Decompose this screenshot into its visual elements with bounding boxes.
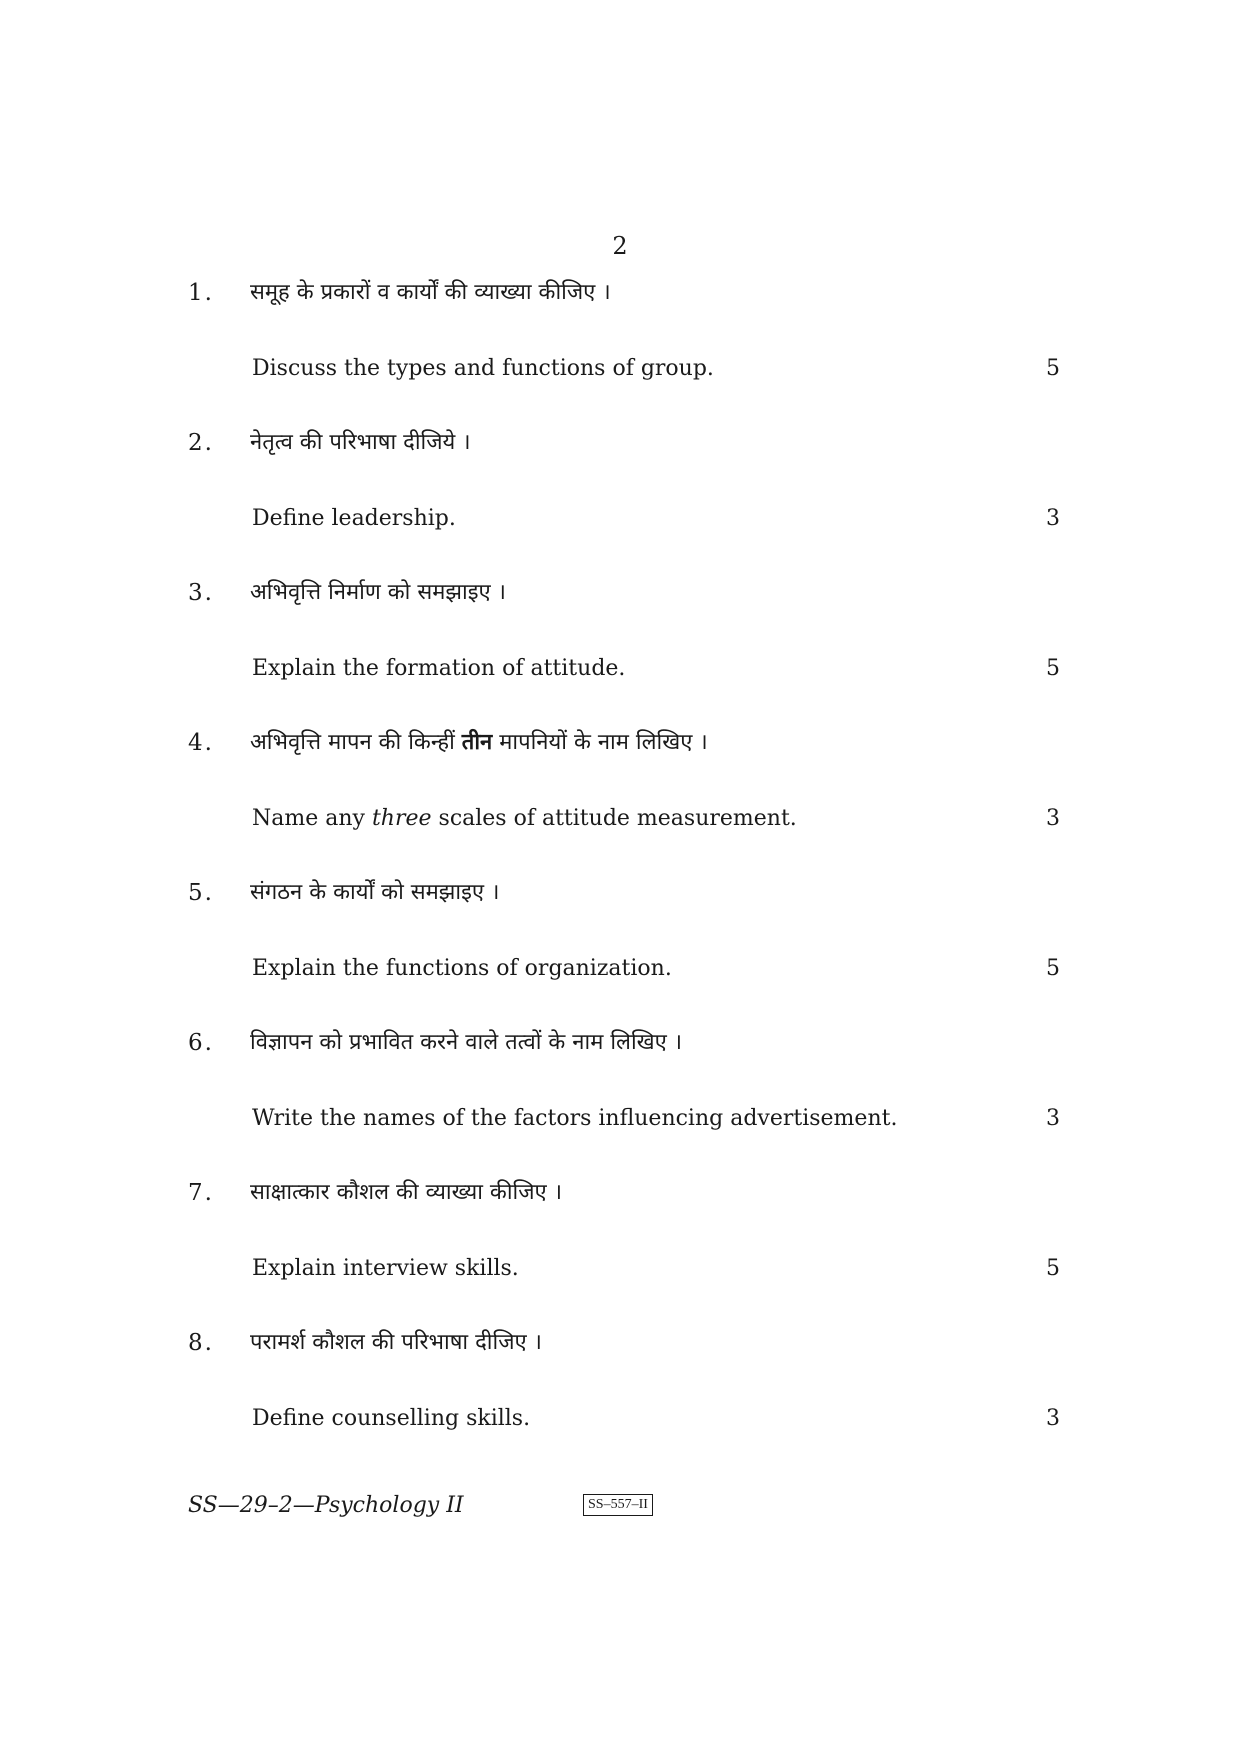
question-number: 8. [188, 1330, 214, 1356]
question-text-english-part: scales of attitude measurement. [431, 806, 797, 831]
question-number: 6. [188, 1030, 214, 1056]
paper-code: SS—29–2—Psychology II [188, 1493, 464, 1518]
question-text-hindi-part: अभिवृत्ति मापन की किन्हीं [250, 730, 462, 755]
emphasis-italic: three [371, 806, 432, 831]
question-number: 3. [188, 580, 214, 606]
question-text-english: Define leadership. [252, 506, 456, 531]
question-text-english: Write the names of the factors influencing advertisement. [252, 1106, 898, 1131]
emphasis-bold: तीन [461, 730, 493, 755]
question-marks: 5 [1046, 356, 1060, 381]
question-2 [0, 426, 1240, 576]
question-marks: 5 [1046, 656, 1060, 681]
page-footer [188, 1490, 1088, 1530]
page-number: 2 [612, 232, 628, 260]
question-text-hindi: संगठन के कार्यों को समझाइए । [250, 880, 500, 905]
question-marks: 5 [1046, 1256, 1060, 1281]
question-3 [0, 576, 1240, 726]
question-marks: 3 [1046, 1106, 1060, 1131]
question-6 [0, 1026, 1240, 1176]
question-text-english: Discuss the types and functions of group. [252, 356, 714, 381]
question-text-english: Define counselling skills. [252, 1406, 531, 1431]
question-number: 1. [188, 280, 214, 306]
question-text-english: Explain the functions of organization. [252, 956, 672, 981]
question-marks: 5 [1046, 956, 1060, 981]
question-text-hindi: अभिवृत्ति निर्माण को समझाइए । [250, 580, 507, 605]
question-number: 7. [188, 1180, 214, 1206]
question-marks: 3 [1046, 1406, 1060, 1431]
question-number: 4. [188, 730, 214, 756]
question-text-english [252, 802, 797, 836]
question-text-hindi: विज्ञापन को प्रभावित करने वाले तत्वों के नाम लिखिए । [250, 1030, 683, 1055]
paper-code-box: SS–557–II [583, 1494, 653, 1516]
question-text-hindi: समूह के प्रकारों व कार्यों की व्याख्या कीजिए । [250, 280, 611, 305]
question-7 [0, 1176, 1240, 1326]
question-marks: 3 [1046, 806, 1060, 831]
question-number: 5. [188, 880, 214, 906]
question-text-hindi: नेतृत्व की परिभाषा दीजिये । [250, 430, 471, 455]
question-number: 2. [188, 430, 214, 456]
question-text-hindi-part: मापनियों के नाम लिखिए । [492, 730, 708, 755]
question-text-english-part: Name any [252, 806, 372, 831]
question-8 [0, 1326, 1240, 1476]
question-1 [0, 276, 1240, 426]
question-5 [0, 876, 1240, 1026]
question-text-english: Explain the formation of attitude. [252, 656, 626, 681]
question-text-hindi: साक्षात्कार कौशल की व्याख्या कीजिए । [250, 1180, 563, 1205]
question-4 [0, 726, 1240, 876]
question-text-hindi [250, 726, 708, 760]
question-marks: 3 [1046, 506, 1060, 531]
question-text-hindi: परामर्श कौशल की परिभाषा दीजिए । [250, 1330, 543, 1355]
question-text-english: Explain interview skills. [252, 1256, 519, 1281]
